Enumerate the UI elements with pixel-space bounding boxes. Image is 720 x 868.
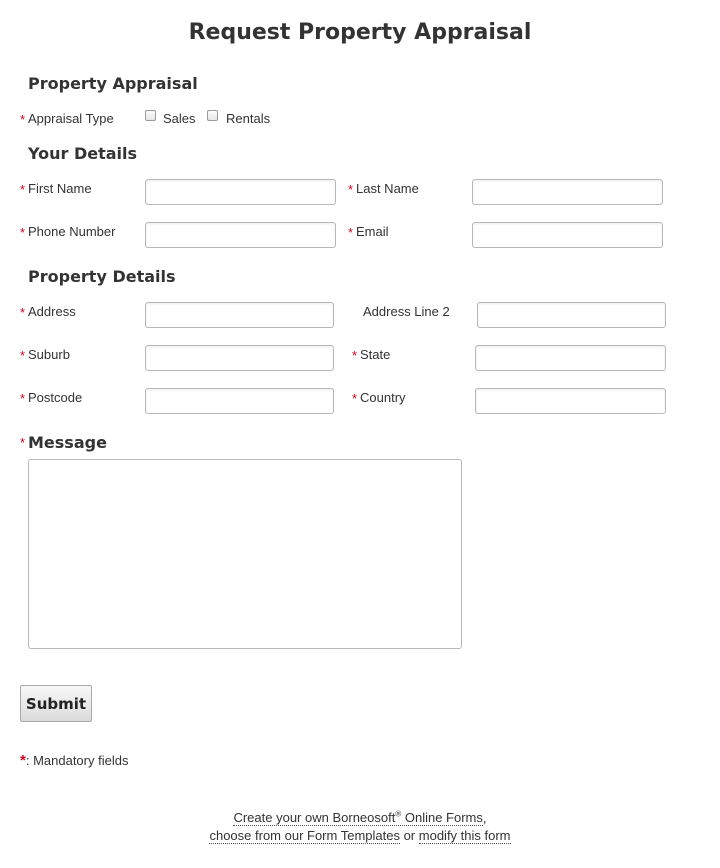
rentals-option-label[interactable]: Rentals (226, 111, 271, 126)
email-input[interactable] (472, 222, 663, 248)
state-label: State (360, 347, 391, 362)
required-marker: * (20, 182, 26, 197)
registered-mark: ® (395, 810, 402, 819)
section-heading-property-appraisal: Property Appraisal (28, 74, 198, 93)
rentals-checkbox[interactable] (207, 110, 218, 121)
postcode-label: Postcode (28, 390, 83, 405)
phone-number-input[interactable] (145, 222, 336, 248)
last-name-input[interactable] (472, 179, 663, 205)
address-line-2-label: Address Line 2 (363, 304, 450, 319)
required-marker: * (20, 752, 26, 769)
message-label: Message (28, 433, 107, 452)
first-name-input[interactable] (145, 179, 336, 205)
address-label: Address (28, 304, 76, 319)
footer-line-1 (0, 810, 720, 825)
footer-line-2 (0, 828, 720, 843)
suburb-label: Suburb (28, 347, 70, 362)
create-own-forms-link[interactable]: Create your own Borneosoft® Online Forms (233, 810, 483, 826)
address-line-2-input[interactable] (477, 302, 666, 328)
required-marker: * (20, 391, 26, 406)
sales-option-label[interactable]: Sales (163, 111, 196, 126)
page-title: Request Property Appraisal (188, 20, 532, 45)
last-name-label: Last Name (356, 181, 419, 196)
postcode-input[interactable] (145, 388, 334, 414)
required-marker: * (20, 348, 26, 363)
sales-checkbox[interactable] (145, 110, 156, 121)
required-marker: * (348, 182, 354, 197)
required-marker: * (20, 435, 26, 450)
appraisal-type-label: Appraisal Type (28, 111, 114, 126)
submit-button[interactable]: Submit (20, 685, 92, 722)
required-marker: * (20, 112, 26, 127)
form-templates-link[interactable]: choose from our Form Templates (209, 828, 400, 843)
section-heading-property-details: Property Details (28, 267, 176, 286)
required-marker: * (348, 225, 354, 240)
footer-comma: , (482, 810, 487, 826)
suburb-input[interactable] (145, 345, 334, 371)
required-marker: * (352, 348, 358, 363)
footer-or: or (399, 828, 419, 843)
mandatory-note-text: : Mandatory fields (25, 753, 129, 768)
first-name-label: First Name (28, 181, 92, 196)
country-label: Country (360, 390, 406, 405)
mandatory-note (20, 752, 128, 769)
email-label: Email (356, 224, 389, 239)
required-marker: * (20, 305, 26, 320)
country-input[interactable] (475, 388, 666, 414)
modify-form-link[interactable]: modify this form (418, 828, 511, 843)
state-input[interactable] (475, 345, 666, 371)
phone-number-label: Phone Number (28, 224, 116, 239)
address-input[interactable] (145, 302, 334, 328)
required-marker: * (352, 391, 358, 406)
message-textarea[interactable] (28, 459, 462, 649)
required-marker: * (20, 225, 26, 240)
section-heading-your-details: Your Details (28, 144, 138, 163)
